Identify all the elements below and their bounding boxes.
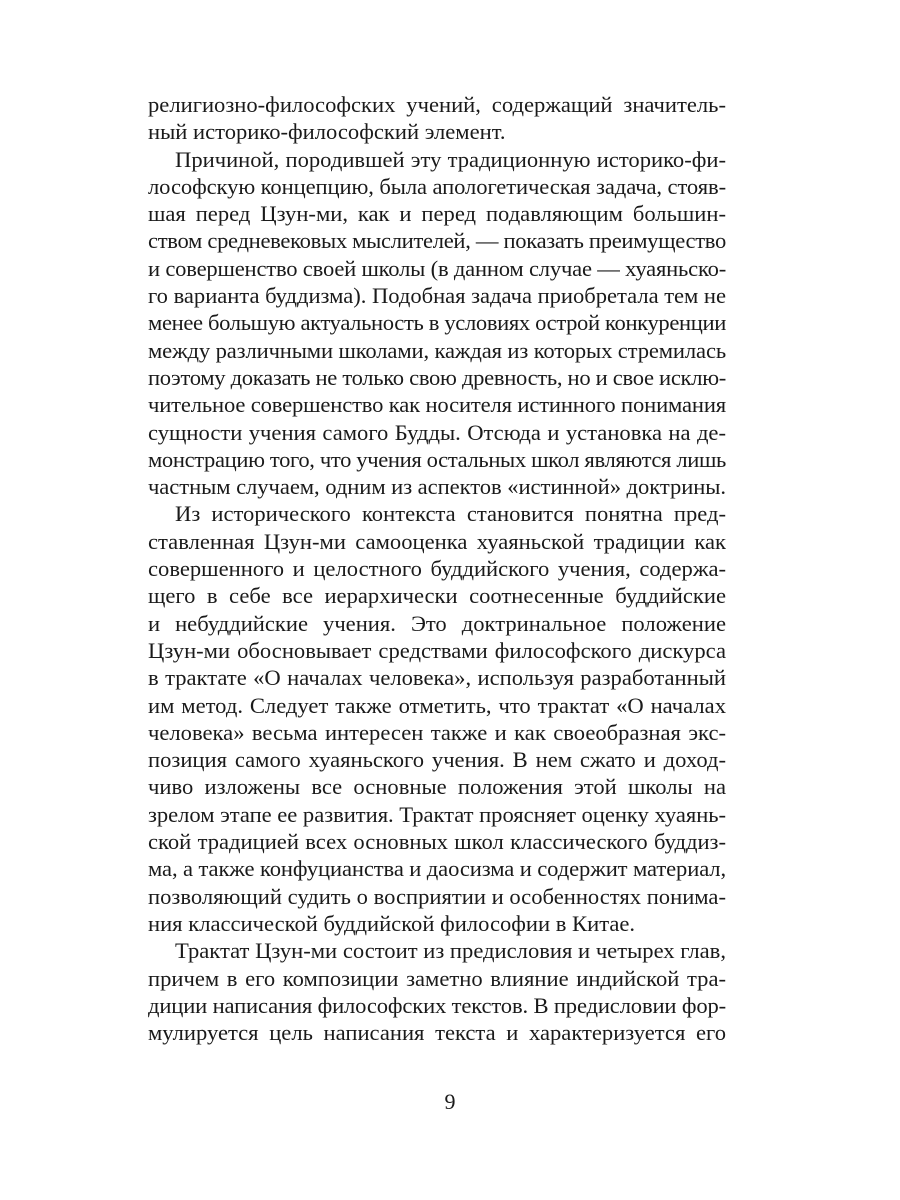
text-line: и совершенство своей школы (в данном случае — хуаяньско- (148, 255, 727, 281)
text-line: монстрацию того, что учения остальных школ являются лишь (148, 446, 726, 472)
paragraph (148, 146, 726, 501)
page-number: 9 (444, 1089, 456, 1114)
text-line: диции написания философских текстов. В предисловии фор- (148, 992, 726, 1018)
text-line: поэтому доказать не только свою древность, но и свое исклю- (148, 364, 726, 390)
text-line: религиозно-философских учений, содержащий значитель- (148, 92, 726, 117)
paragraph (148, 91, 726, 146)
text-line: Причиной, породившей эту традиционную историко-фи- (175, 146, 726, 172)
text-line: причем в его композиции заметно влияние индийской тра- (148, 965, 726, 991)
paragraph (148, 937, 726, 1046)
text-line: человека» весьма интересен также и как своеобразная экс- (148, 719, 726, 745)
text-line: щего в себе все иерархически соотнесенные буддийские (148, 583, 726, 609)
text-line: чительное совершенство как носителя истинного понимания (148, 392, 726, 418)
text-line: шая перед Цзун-ми, как и перед подавляющим большин- (148, 201, 726, 227)
text-line: Из исторического контекста становится понятна пред- (175, 501, 726, 527)
text-line: Цзун-ми обосновывает средствами философского дискурса (148, 637, 726, 663)
text-line: го варианта буддизма). Подобная задача приобретала тем не (148, 283, 727, 309)
text-line: мулируется цель написания текста и характеризуется его (148, 1020, 726, 1046)
text-line: ставленная Цзун-ми самооценка хуаяньской традиции как (148, 528, 726, 554)
text-line: ской традицией всех основных школ классического буддиз- (148, 829, 726, 855)
text-line: и небуддийские учения. Это доктринальное положение (148, 610, 726, 636)
text-line: между различными школами, каждая из которых стремилась (148, 337, 727, 363)
text-line: лософскую концепцию, была апологетическая задача, стояв- (148, 173, 727, 199)
body-text (148, 91, 726, 1046)
text-line: им метод. Следует также отметить, что трактат «О началах (148, 692, 726, 718)
text-line: ством средневековых мыслителей, — показать преимущество (148, 228, 726, 254)
text-line: совершенного и целостного буддийского учения, содержа- (148, 556, 726, 582)
text-line: менее большую актуальность в условиях острой конкуренции (148, 310, 726, 336)
text-line: ма, а также конфуцианства и даосизма и содержит материал, (148, 856, 727, 882)
text-line: зрелом этапе ее развития. Трактат проясняет оценку хуаянь- (148, 801, 727, 827)
paragraph (148, 500, 726, 937)
text-line: сущности учения самого Будды. Отсюда и установка на де- (148, 419, 726, 445)
text-line: чиво изложены все основные положения этой школы на (148, 774, 726, 800)
text-line: в трактате «О началах человека», используя разработанный (148, 665, 726, 691)
text-line: частным случаем, одним из аспектов «истинной» доктрины. (148, 474, 727, 500)
text-line: ния классической буддийской философии в Китае. (148, 910, 636, 936)
text-line: Трактат Цзун-ми состоит из предисловия и четырех глав, (175, 938, 726, 964)
text-line: позволяющий судить о восприятии и особенностях понима- (148, 883, 726, 909)
text-line: ный историко-философский элемент. (148, 119, 506, 145)
text-line: позиция самого хуаяньского учения. В нем сжато и доход- (148, 747, 726, 773)
